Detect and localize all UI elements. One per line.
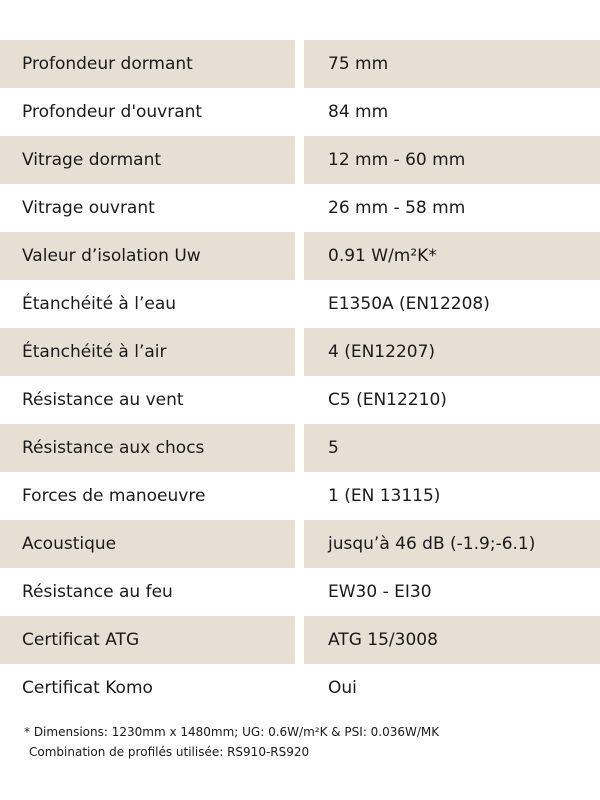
spec-value: 4 (EN12207) — [304, 328, 600, 376]
spec-label: Profondeur dormant — [0, 40, 295, 88]
spec-value: 12 mm - 60 mm — [304, 136, 600, 184]
spec-label: Forces de manoeuvre — [22, 486, 206, 506]
spec-label: Résistance au feu — [22, 582, 173, 602]
spec-label: Vitrage dormant — [0, 136, 295, 184]
spec-label: Certificat Komo — [22, 678, 153, 698]
spec-row-profondeur-ouvrant — [0, 88, 600, 136]
spec-row-acoustique — [0, 520, 600, 568]
spec-label: Étanchéité à l’eau — [22, 294, 177, 314]
spec-label: Profondeur d'ouvrant — [22, 102, 203, 122]
spec-value: 5 — [304, 424, 600, 472]
spec-label: Étanchéité à l’air — [0, 328, 295, 376]
spec-row-resistance-vent — [0, 376, 600, 424]
spec-value: 84 mm — [328, 102, 389, 122]
spec-value: Oui — [328, 678, 357, 698]
footnote — [24, 722, 439, 762]
spec-row-forces-manoeuvre — [0, 472, 600, 520]
spec-label: Résistance aux chocs — [0, 424, 295, 472]
spec-value: EW30 - EI30 — [328, 582, 432, 602]
spec-value: 0.91 W/m²K* — [304, 232, 600, 280]
footnote-line-profiles: Combination de profilés utilisée: RS910-RS920 — [29, 745, 310, 759]
spec-value: C5 (EN12210) — [328, 390, 447, 410]
spec-value: E1350A (EN12208) — [328, 294, 490, 314]
footnote-line-dimensions: * Dimensions: 1230mm x 1480mm; UG: 0.6W/m²K & PSI: 0.036W/MK — [24, 725, 440, 739]
spec-label: Acoustique — [0, 520, 295, 568]
spec-label: Certificat ATG — [0, 616, 295, 664]
spec-row-certificat-atg — [0, 616, 600, 664]
spec-row-etancheite-air — [0, 328, 600, 376]
spec-value: jusqu’à 46 dB (-1.9;-6.1) — [304, 520, 600, 568]
spec-value: ATG 15/3008 — [304, 616, 600, 664]
spec-row-vitrage-dormant — [0, 136, 600, 184]
spec-row-profondeur-dormant — [0, 40, 600, 88]
spec-label: Résistance au vent — [22, 390, 184, 410]
spec-row-certificat-komo — [0, 664, 600, 712]
spec-row-isolation-uw — [0, 232, 600, 280]
spec-table — [0, 40, 600, 712]
spec-label: Valeur d’isolation Uw — [0, 232, 295, 280]
spec-value: 75 mm — [304, 40, 600, 88]
spec-row-resistance-feu — [0, 568, 600, 616]
spec-value: 26 mm - 58 mm — [328, 198, 466, 218]
spec-label: Vitrage ouvrant — [22, 198, 155, 218]
spec-row-vitrage-ouvrant — [0, 184, 600, 232]
spec-value: 1 (EN 13115) — [328, 486, 441, 506]
spec-row-resistance-chocs — [0, 424, 600, 472]
spec-row-etancheite-eau — [0, 280, 600, 328]
